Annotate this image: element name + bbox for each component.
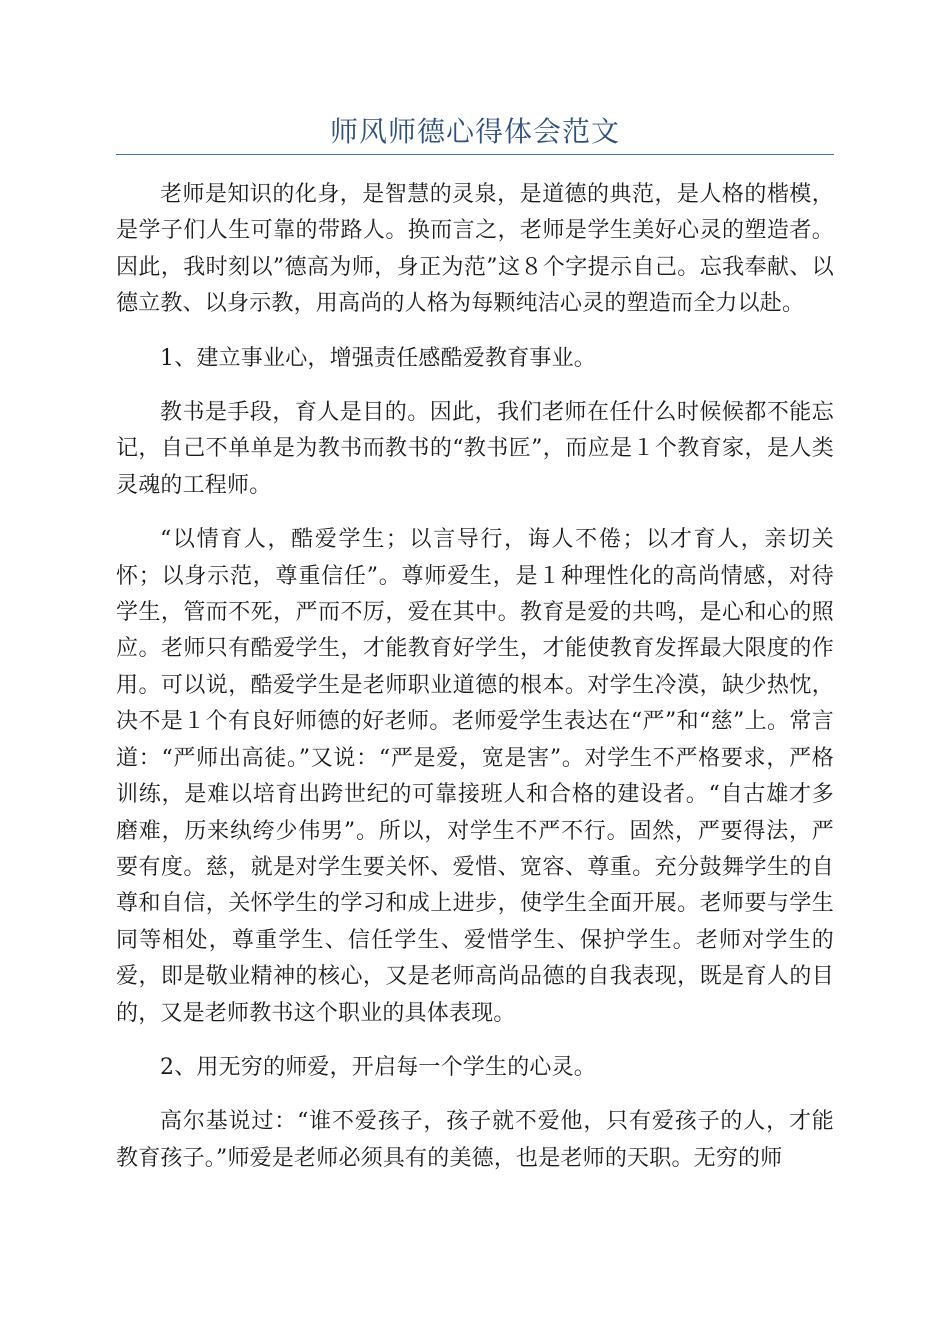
document-body (116, 177, 834, 1195)
paragraph-love-students: “以情育人，酷爱学生；以言导行，诲人不倦；以才育人，亲切关怀；以身示范，尊重信任”。尊师爱生，是１种理性化的高尚情感，对待学生，管而不死，严而不厉，爱在其中。教育是爱的共鸣，是心和心的照应。老师只有酷爱学生，才能教育好学生，才能使教育发挥最大限度的作用。可以说，酷爱学生是老师职业道德的根本。对学生冷漠，缺少热忱，决不是１个有良好师德的好老师。老师爱学生表达在“严”和“慈”上。常言道：“严师出高徒。”又说：“严是爱，宽是害”。对学生不严格要求，严格训练，是难以培育出跨世纪的可靠接班人和合格的建设者。“自古雄才多磨难，历来纨绔少伟男”。所以，对学生不严不行。固然，严要得法，严要有度。慈，就是对学生要关怀、爱惜、宽容、尊重。充分鼓舞学生的自尊和自信，关怀学生的学习和成上进步，使学生全面开展。老师要与学生同等相处，尊重学生、信任学生、爱惜学生、保护学生。老师对学生的爱，即是敬业精神的核心，又是老师高尚品德的自我表现，既是育人的目的，又是老师教书这个职业的具体表现。 (116, 527, 834, 1026)
paragraph-intro: 老师是知识的化身，是智慧的灵泉，是道德的典范，是人格的楷模，是学子们人生可靠的带路人。换而言之，老师是学生美好心灵的塑造者。因此，我时刻以”德高为师，身正为范”这８个字提示自己。忘我奉献、以德立教、以身示教，用高尚的人格为每颗纯洁心灵的塑造而全力以赴。 (116, 182, 834, 317)
paragraph-gorky-quote: 高尔基说过：“谁不爱孩子，孩子就不爱他，只有爱孩子的人，才能教育孩子。”师爱是老师必须具有的美德，也是老师的天职。无穷的师 (116, 1109, 834, 1171)
paragraph-teaching-purpose: 教书是手段，育人是目的。因此，我们老师在任什么时候候都不能忘记，自己不单单是为教书而教书的“教书匠”，而应是１个教育家，是人类灵魂的工程师。 (116, 400, 834, 498)
document-title: 师风师德心得体会范文 (329, 115, 620, 148)
section-heading-2: 2、用无穷的师爱，开启每一个学生的心灵。 (160, 1054, 596, 1080)
section-heading-1: 1、建立事业心，增强责任感酷爱教育事业。 (160, 345, 596, 371)
title-underline (116, 154, 834, 155)
